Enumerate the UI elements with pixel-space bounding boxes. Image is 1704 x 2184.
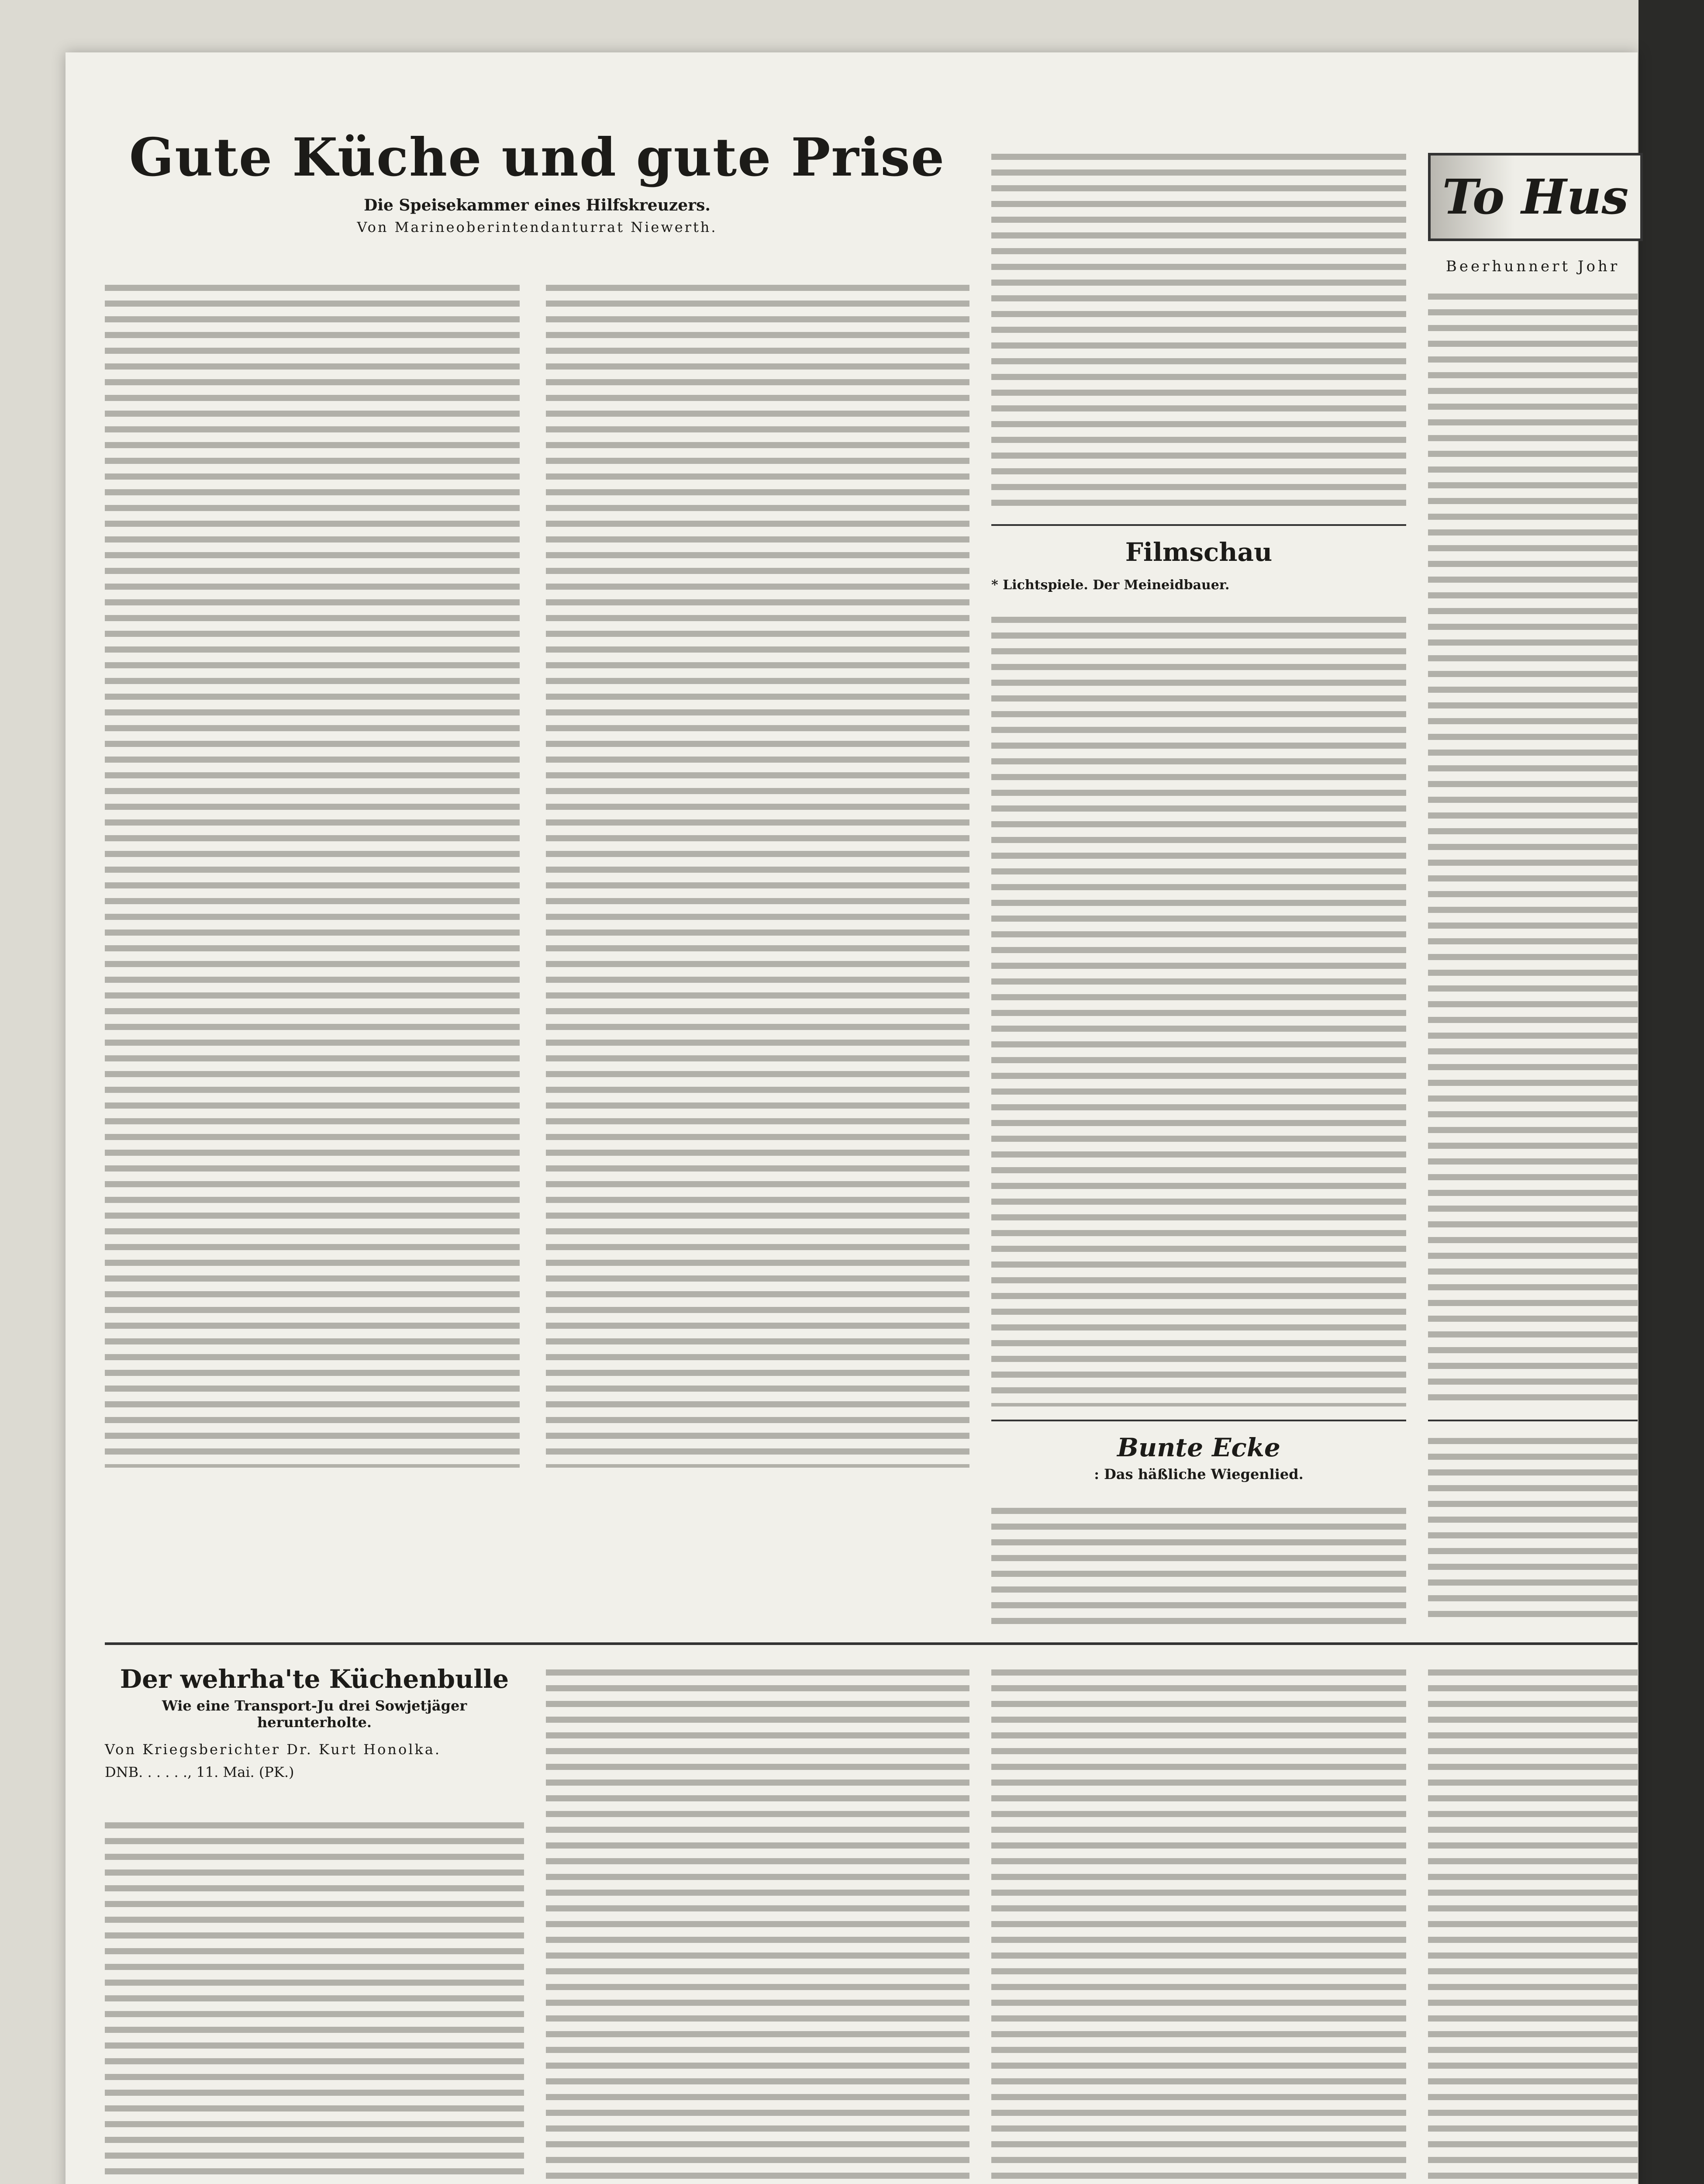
- bottom-byline: Von Kriegsberichter Dr. Kurt Honolka.: [105, 1741, 442, 1758]
- column-3-continuation: [991, 149, 1406, 511]
- scan-edge: [1638, 0, 1704, 2184]
- to-hus-subhead: Beerhunnert Johr: [1445, 258, 1620, 275]
- main-byline: Von Marineoberintendanturrat Niewerth.: [357, 219, 717, 235]
- main-article-column-2: [546, 280, 969, 1468]
- right-column-text: [1428, 1433, 1638, 1625]
- bottom-article-column-4: [1428, 1664, 1638, 2184]
- bottom-headline: Der wehrha'te Küchenbulle: [120, 1664, 509, 1694]
- bottom-article-column-1: [105, 1817, 524, 2184]
- filmschau-section: [991, 537, 1406, 597]
- bottom-subtitle: Wie eine Transport-Ju drei Sowjetjäger herunterholte.: [162, 1697, 467, 1731]
- filmschau-text: [991, 612, 1406, 1406]
- divider: [1428, 1420, 1638, 1421]
- newspaper-page: [66, 52, 1638, 2184]
- bunte-ecke-section: [991, 1433, 1406, 1482]
- bottom-article-header: [105, 1664, 524, 1780]
- bunte-ecke-subtitle: : Das häßliche Wiegenlied.: [1094, 1466, 1304, 1482]
- filmschau-headline: Filmschau: [1125, 537, 1273, 567]
- bottom-article-column-3: [991, 1664, 1406, 2184]
- bunte-ecke-headline: Bunte Ecke: [1117, 1433, 1280, 1462]
- main-headline: Gute Küche und gute Prise: [129, 127, 945, 188]
- bunte-ecke-text: [991, 1503, 1406, 1625]
- filmschau-label: * Lichtspiele. Der Meineidbauer.: [991, 577, 1230, 593]
- section-divider: [105, 1642, 1638, 1645]
- to-hus-text: [1428, 288, 1638, 1402]
- divider: [991, 1420, 1406, 1421]
- bottom-dateline: DNB. . . . . ., 11. Mai. (PK.): [105, 1764, 294, 1780]
- bottom-article-column-2: [546, 1664, 969, 2184]
- main-subtitle: Die Speisekammer eines Hilfskreuzers.: [364, 196, 711, 214]
- to-hus-banner: [1428, 153, 1643, 241]
- main-article-column-1: [105, 280, 520, 1468]
- divider: [991, 524, 1406, 526]
- to-hus-headline: To Hus: [1442, 169, 1629, 225]
- main-article-header: [105, 127, 969, 235]
